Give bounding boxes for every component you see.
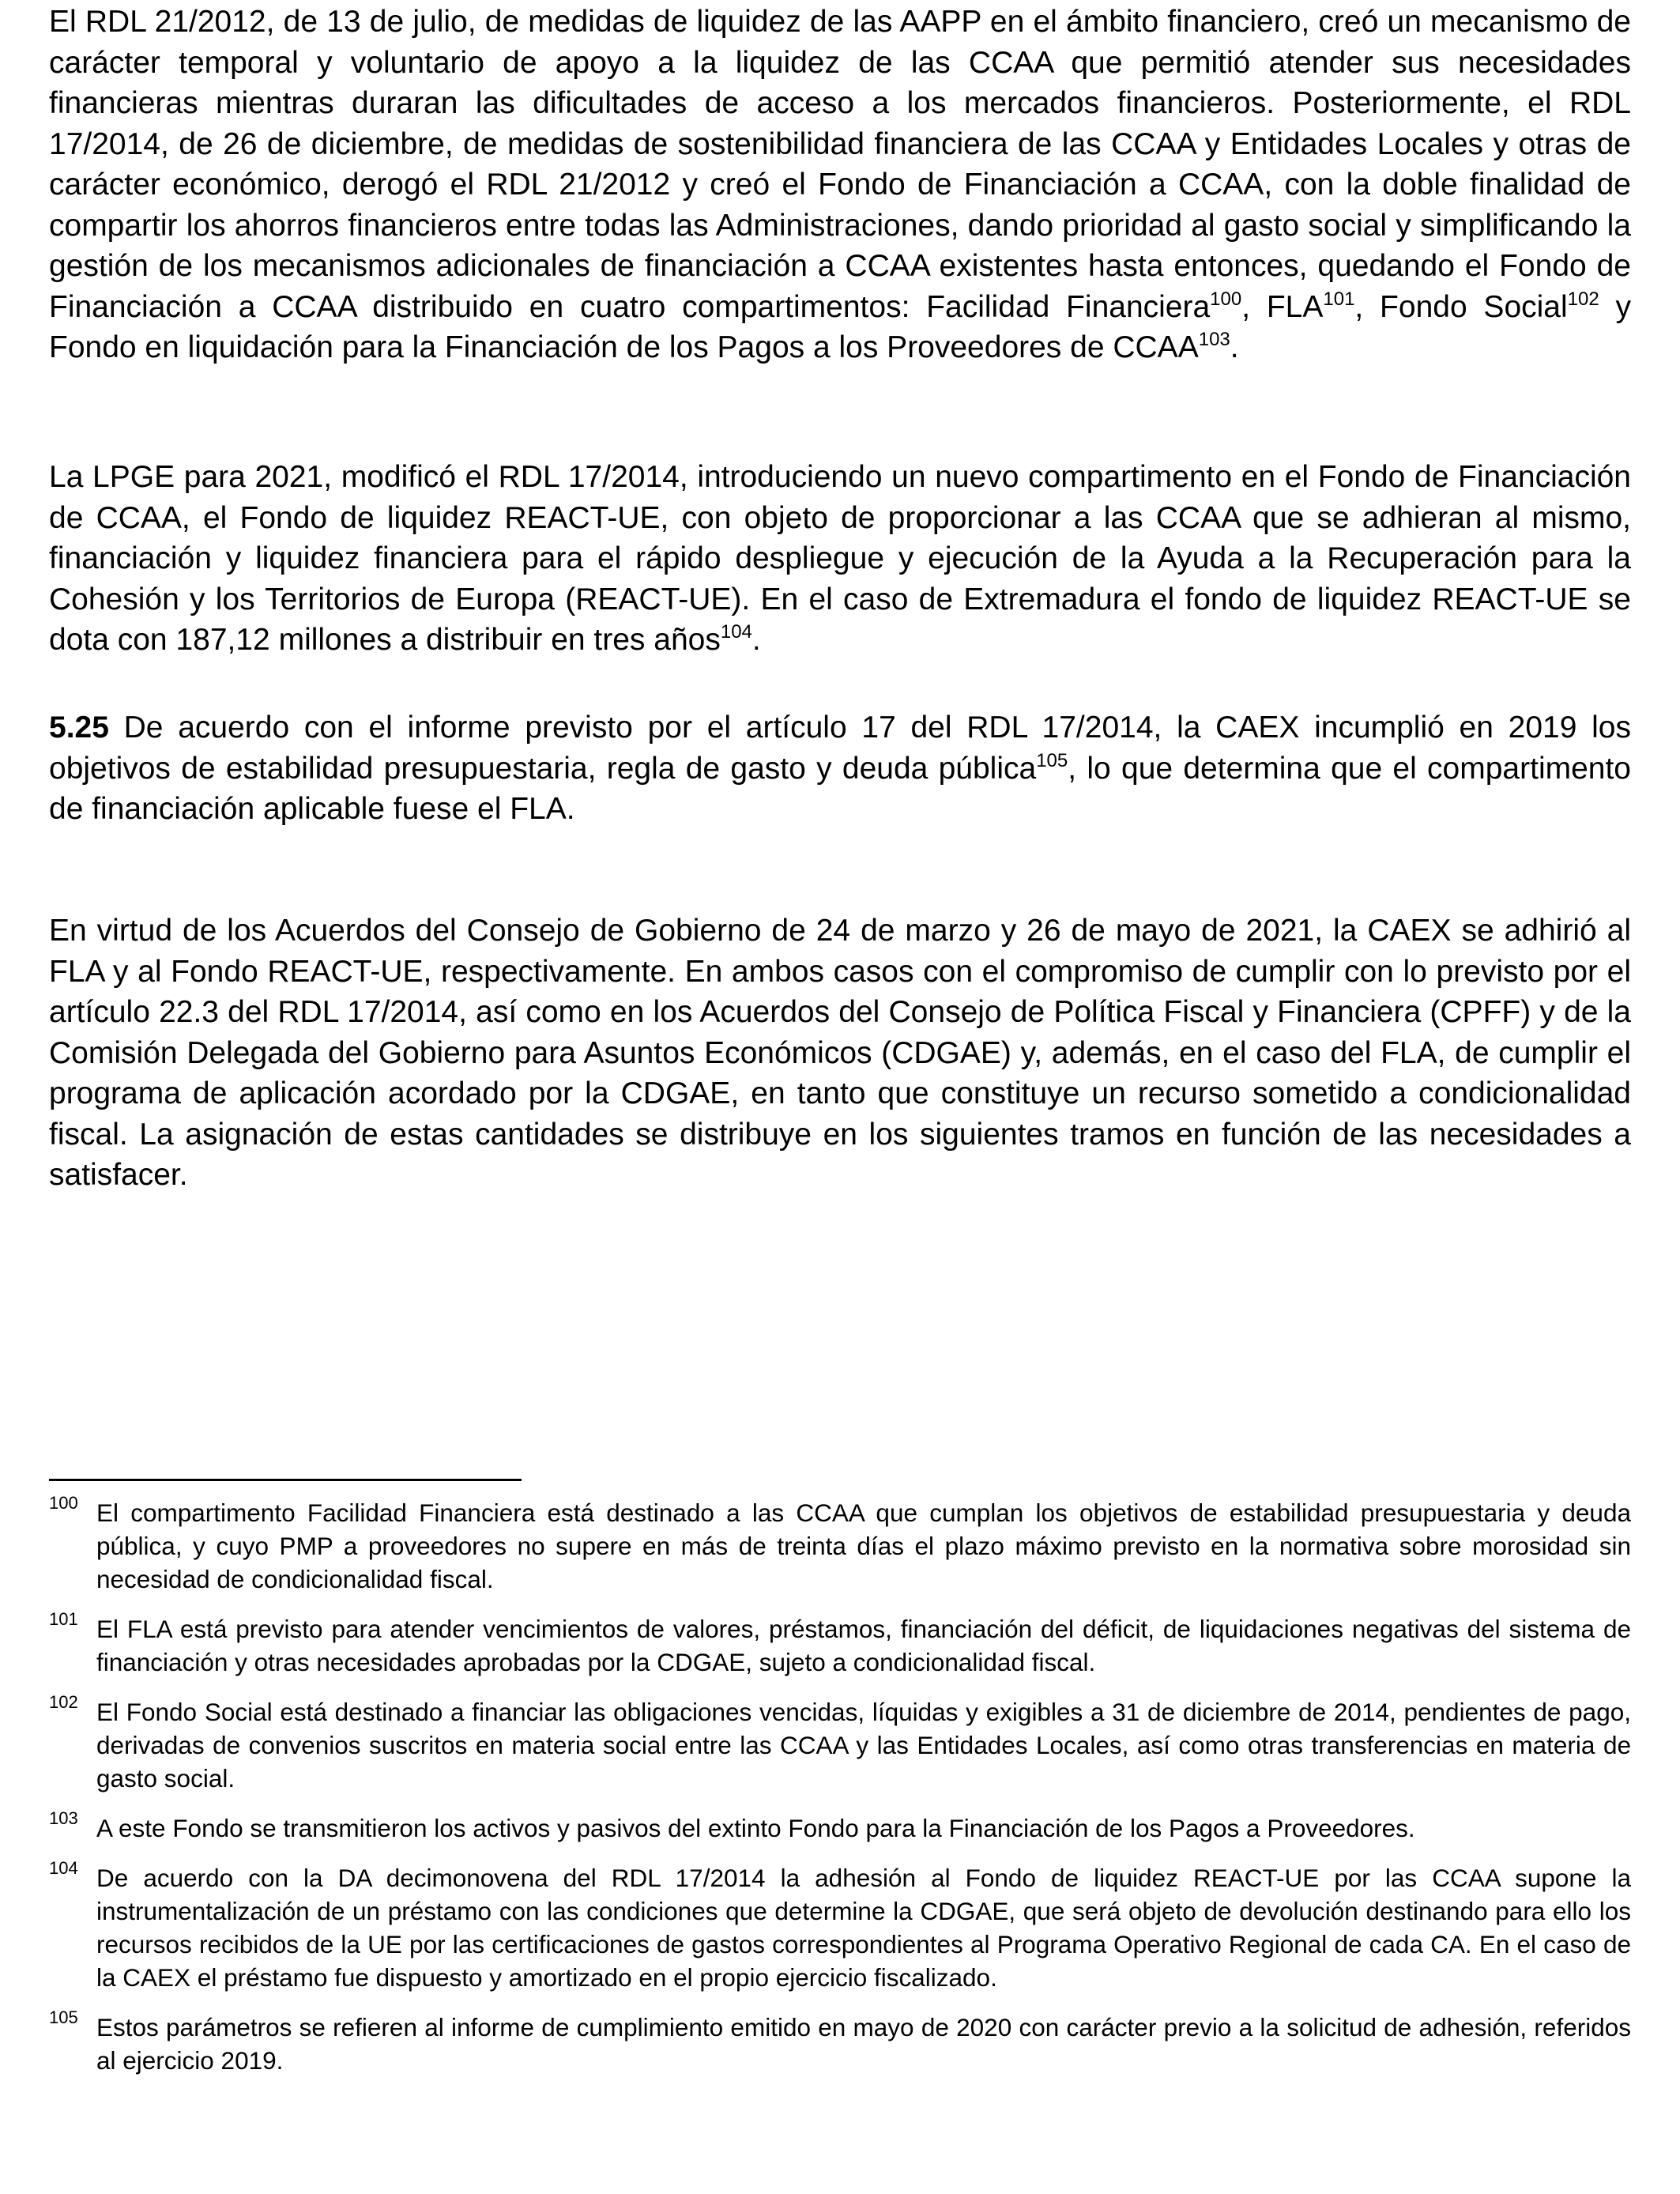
paragraph-text: En virtud de los Acuerdos del Consejo de Gobierno de 24 de marzo y 26 de mayo de 2021, la CAEX se adhirió al FLA y al Fondo REACT-UE, respectivamente. En ambos casos con el compromiso de cumplir con lo previsto por el artículo 22.3 del RDL 17/2014, así como en los Acuerdos del Consejo de Política Fiscal y Financiera (CPFF) y de la Comisión Delegada del Gobierno para Asuntos Económicos (CDGAE) y, además, en el caso del FLA, de cumplir el programa de aplicación acordado por la CDGAE, en tanto que constituye un recurso sometido a condicionalidad fiscal. La asignación de estas cantidades se distribuye en los siguientes tramos en función de las necesidades a satisfacer. [49, 914, 1631, 1192]
paragraph-lpge-2021 [49, 457, 1631, 661]
paragraph-text: y Fondo en liquidación para la Financiación de los Pagos a los Proveedores de CCAA [49, 289, 1631, 364]
footnote-103 [49, 1808, 1631, 1845]
footnote-number: 100 [49, 1493, 78, 1513]
footnote-ref-105[interactable]: 105 [1036, 749, 1068, 771]
footnote-ref-102[interactable]: 102 [1567, 288, 1599, 310]
footnotes-section [49, 1493, 1631, 2094]
footnote-number: 101 [49, 1609, 78, 1629]
paragraph-text: , lo que determina que el compartimento de financiación aplicable fuese el FLA. [49, 751, 1631, 826]
footnote-text: El FLA está previsto para atender vencimientos de valores, préstamos, financiación del déficit, de liquidaciones negativas del sistema de financiación y otras necesidades aprobadas por la CDGAE, sujeto a condicionalidad fiscal. [96, 1615, 1631, 1676]
footnote-separator [49, 1479, 522, 1481]
paragraph-text: . [1230, 330, 1239, 364]
footnote-105 [49, 2007, 1631, 2077]
footnote-number: 105 [49, 2007, 78, 2027]
paragraph-section-5-25 [49, 707, 1631, 830]
footnote-ref-101[interactable]: 101 [1323, 288, 1355, 310]
paragraph-text: De acuerdo con el informe previsto por el artículo 17 del RDL 17/2014, la CAEX incumplió en 2019 los objetivos de estabilidad presupuestaria, regla de gasto y deuda pública [49, 711, 1631, 786]
footnote-text: De acuerdo con la DA decimonovena del RDL 17/2014 la adhesión al Fondo de liquidez REACT-UE por las CCAA supone la instrumentalización de un préstamo con las condiciones que determine la CDGAE, que será objeto de devolución destinando para ello los recursos recibidos de la UE por las certificaciones de gastos correspondientes al Programa Operativo Regional de cada CA. En el caso de la CAEX el préstamo fue dispuesto y amortizado en el propio ejercicio fiscalizado. [96, 1864, 1631, 1992]
paragraph-acuerdos-consejo [49, 910, 1631, 1196]
footnote-100 [49, 1493, 1631, 1596]
paragraph-text: , Fondo Social [1354, 289, 1568, 324]
paragraph-text: , FLA [1241, 289, 1324, 324]
paragraph-text: El RDL 21/2012, de 13 de julio, de medidas de liquidez de las AAPP en el ámbito financiero, creó un mecanismo de carácter temporal y voluntario de apoyo a la liquidez de las CCAA que permitió atender sus necesidades financieras mientras duraran las dificultades de acceso a los mercados financieros. Posteriormente, el RDL 17/2014, de 26 de diciembre, de medidas de sostenibilidad financiera de las CCAA y Entidades Locales y otras de carácter económico, derogó el RDL 21/2012 y creó el Fondo de Financiación a CCAA, con la doble finalidad de compartir los ahorros financieros entre todas las Administraciones, dando prioridad al gasto social y simplificando la gestión de los mecanismos adicionales de financiación a CCAA existentes hasta entonces, quedando el Fondo de Financiación a CCAA distribuido en cuatro compartimentos: Facilidad Financiera [49, 5, 1631, 324]
footnote-ref-103[interactable]: 103 [1198, 329, 1230, 350]
paragraph-rdl-21-2012 [49, 2, 1631, 368]
footnote-104 [49, 1858, 1631, 1994]
paragraph-text: La LPGE para 2021, modificó el RDL 17/2014, introduciendo un nuevo compartimento en el Fondo de Financiación de CCAA, el Fondo de liquidez REACT-UE, con objeto de proporcionar a las CCAA que se adhieran al mismo, financiación y liquidez financiera para el rápido despliegue y ejecución de la Ayuda a la Recuperación para la Cohesión y los Territorios de Europa (REACT-UE). En el caso de Extremadura el fondo de liquidez REACT-UE se dota con 187,12 millones a distribuir en tres años [49, 460, 1631, 657]
footnote-text: A este Fondo se transmitieron los activos y pasivos del extinto Fondo para la Financiación de los Pagos a Proveedores. [96, 1814, 1415, 1842]
footnote-101 [49, 1609, 1631, 1679]
footnote-text: El compartimento Facilidad Financiera está destinado a las CCAA que cumplan los objetivos de estabilidad presupuestaria y deuda pública, y cuyo PMP a proveedores no supere en más de treinta días el plazo máximo previsto en la normativa sobre morosidad sin necesidad de condicionalidad fiscal. [96, 1498, 1631, 1593]
footnote-number: 103 [49, 1808, 78, 1828]
footnote-ref-100[interactable]: 100 [1210, 288, 1242, 310]
footnote-102 [49, 1692, 1631, 1795]
footnote-ref-104[interactable]: 104 [720, 621, 752, 643]
section-number: 5.25 [49, 711, 109, 745]
footnote-text: El Fondo Social está destinado a financiar las obligaciones vencidas, líquidas y exigibles a 31 de diciembre de 2014, pendientes de pago, derivadas de convenios suscritos en materia social entre las CCAA y las Entidades Locales, así como otras transferencias en materia de gasto social. [96, 1698, 1631, 1793]
footnote-number: 104 [49, 1858, 78, 1878]
footnote-text: Estos parámetros se refieren al informe de cumplimiento emitido en mayo de 2020 con carácter previo a la solicitud de adhesión, referidos al ejercicio 2019. [96, 2013, 1631, 2075]
paragraph-text: . [751, 623, 761, 657]
footnote-number: 102 [49, 1692, 78, 1712]
